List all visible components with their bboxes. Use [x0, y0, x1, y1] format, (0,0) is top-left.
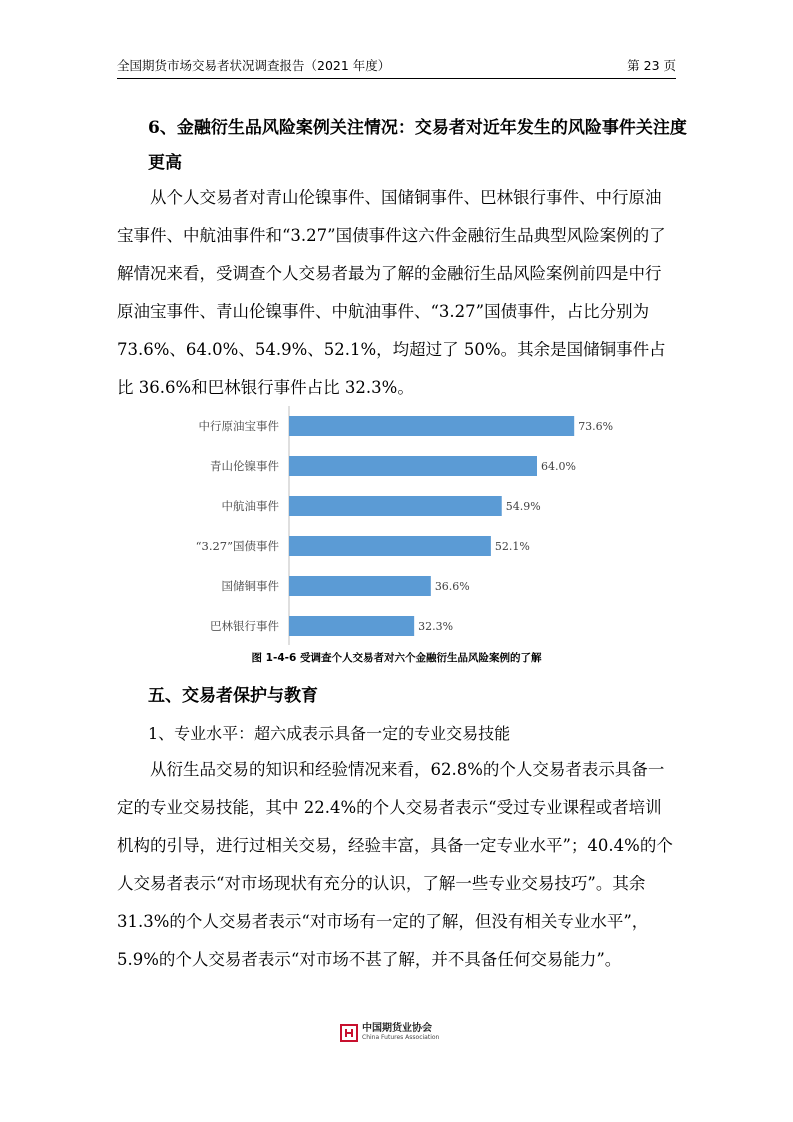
- paragraph-professional-level: [117, 751, 677, 979]
- value-label: 73.6%: [578, 420, 614, 433]
- report-title: 全国期货市场交易者状况调查报告（2021 年度）: [117, 58, 391, 73]
- org-name-en: China Futures Association: [362, 1034, 440, 1041]
- value-label: 64.0%: [541, 460, 576, 473]
- value-label: 36.6%: [434, 580, 470, 593]
- paragraph-text: 从个人交易者对青山伦镍事件、国储铜事件、巴林银行事件、中行原油宝事件、中航油事件和“3.27”国债事件这六件金融衍生品典型风险案例的了解情况来看，受调查个人交易者最为了解的金融衍生品风险案例前四是中行原油宝事件、青山伦镍事件、中航油事件、“3.27”国债事件，占比分别为 73.6%、64.0%、54.9%、52.1%，均超过了 50%。其余是国储铜事件占比 36.6%和巴林银行事件占比 32.3%。: [117, 188, 666, 397]
- value-label: 54.9%: [505, 500, 541, 513]
- category-label: 中行原油宝事件: [198, 419, 279, 433]
- bar-chart-svg: [170, 402, 640, 645]
- category-label: 巴林银行事件: [210, 619, 279, 633]
- bar-chart: [170, 402, 640, 645]
- page-header: [117, 52, 676, 74]
- category-label: 青山伦镍事件: [210, 459, 279, 473]
- category-label: 国储铜事件: [221, 579, 279, 593]
- section-heading-5: 五、交易者保护与教育: [148, 686, 318, 706]
- bar: [289, 576, 431, 596]
- org-name-cn: 中国期货业协会: [362, 1023, 432, 1034]
- bar: [289, 416, 574, 436]
- section-heading-6: 6、金融衍生品风险案例关注情况：交易者对近年发生的风险事件关注度更高: [148, 118, 687, 173]
- page-number: 第 23 页: [627, 58, 676, 73]
- category-label: “3.27”国债事件: [195, 539, 279, 553]
- category-label: 中航油事件: [221, 499, 279, 513]
- bar: [289, 496, 502, 516]
- value-label: 52.1%: [494, 540, 530, 553]
- bar: [289, 616, 414, 636]
- footer-logo: [340, 1023, 439, 1042]
- paragraph-risk-cases: [117, 179, 677, 407]
- bar: [289, 536, 491, 556]
- subsection-heading-1: 1、专业水平：超六成表示具备一定的专业交易技能: [148, 724, 511, 743]
- value-label: 32.3%: [418, 620, 454, 633]
- figure-caption: 图 1-4-6 受调查个人交易者对六个金融衍生品风险案例的了解: [251, 652, 542, 664]
- header-divider: [117, 78, 676, 79]
- bar: [289, 456, 537, 476]
- cfa-logo-icon: [340, 1024, 358, 1042]
- paragraph-text: 从衍生品交易的知识和经验情况来看，62.8%的个人交易者表示具备一定的专业交易技能，其中 22.4%的个人交易者表示“受过专业课程或者培训机构的引导，进行过相关交易，经验丰富，具备一定专业水平”；40.4%的个人交易者表示“对市场现状有充分的认识，了解一些专业交易技巧”。其余 31.3%的个人交易者表示“对市场有一定的了解，但没有相关专业水平”，5.9%的个人交易者表示“对市场不甚了解，并不具备任何交易能力”。: [117, 760, 673, 969]
